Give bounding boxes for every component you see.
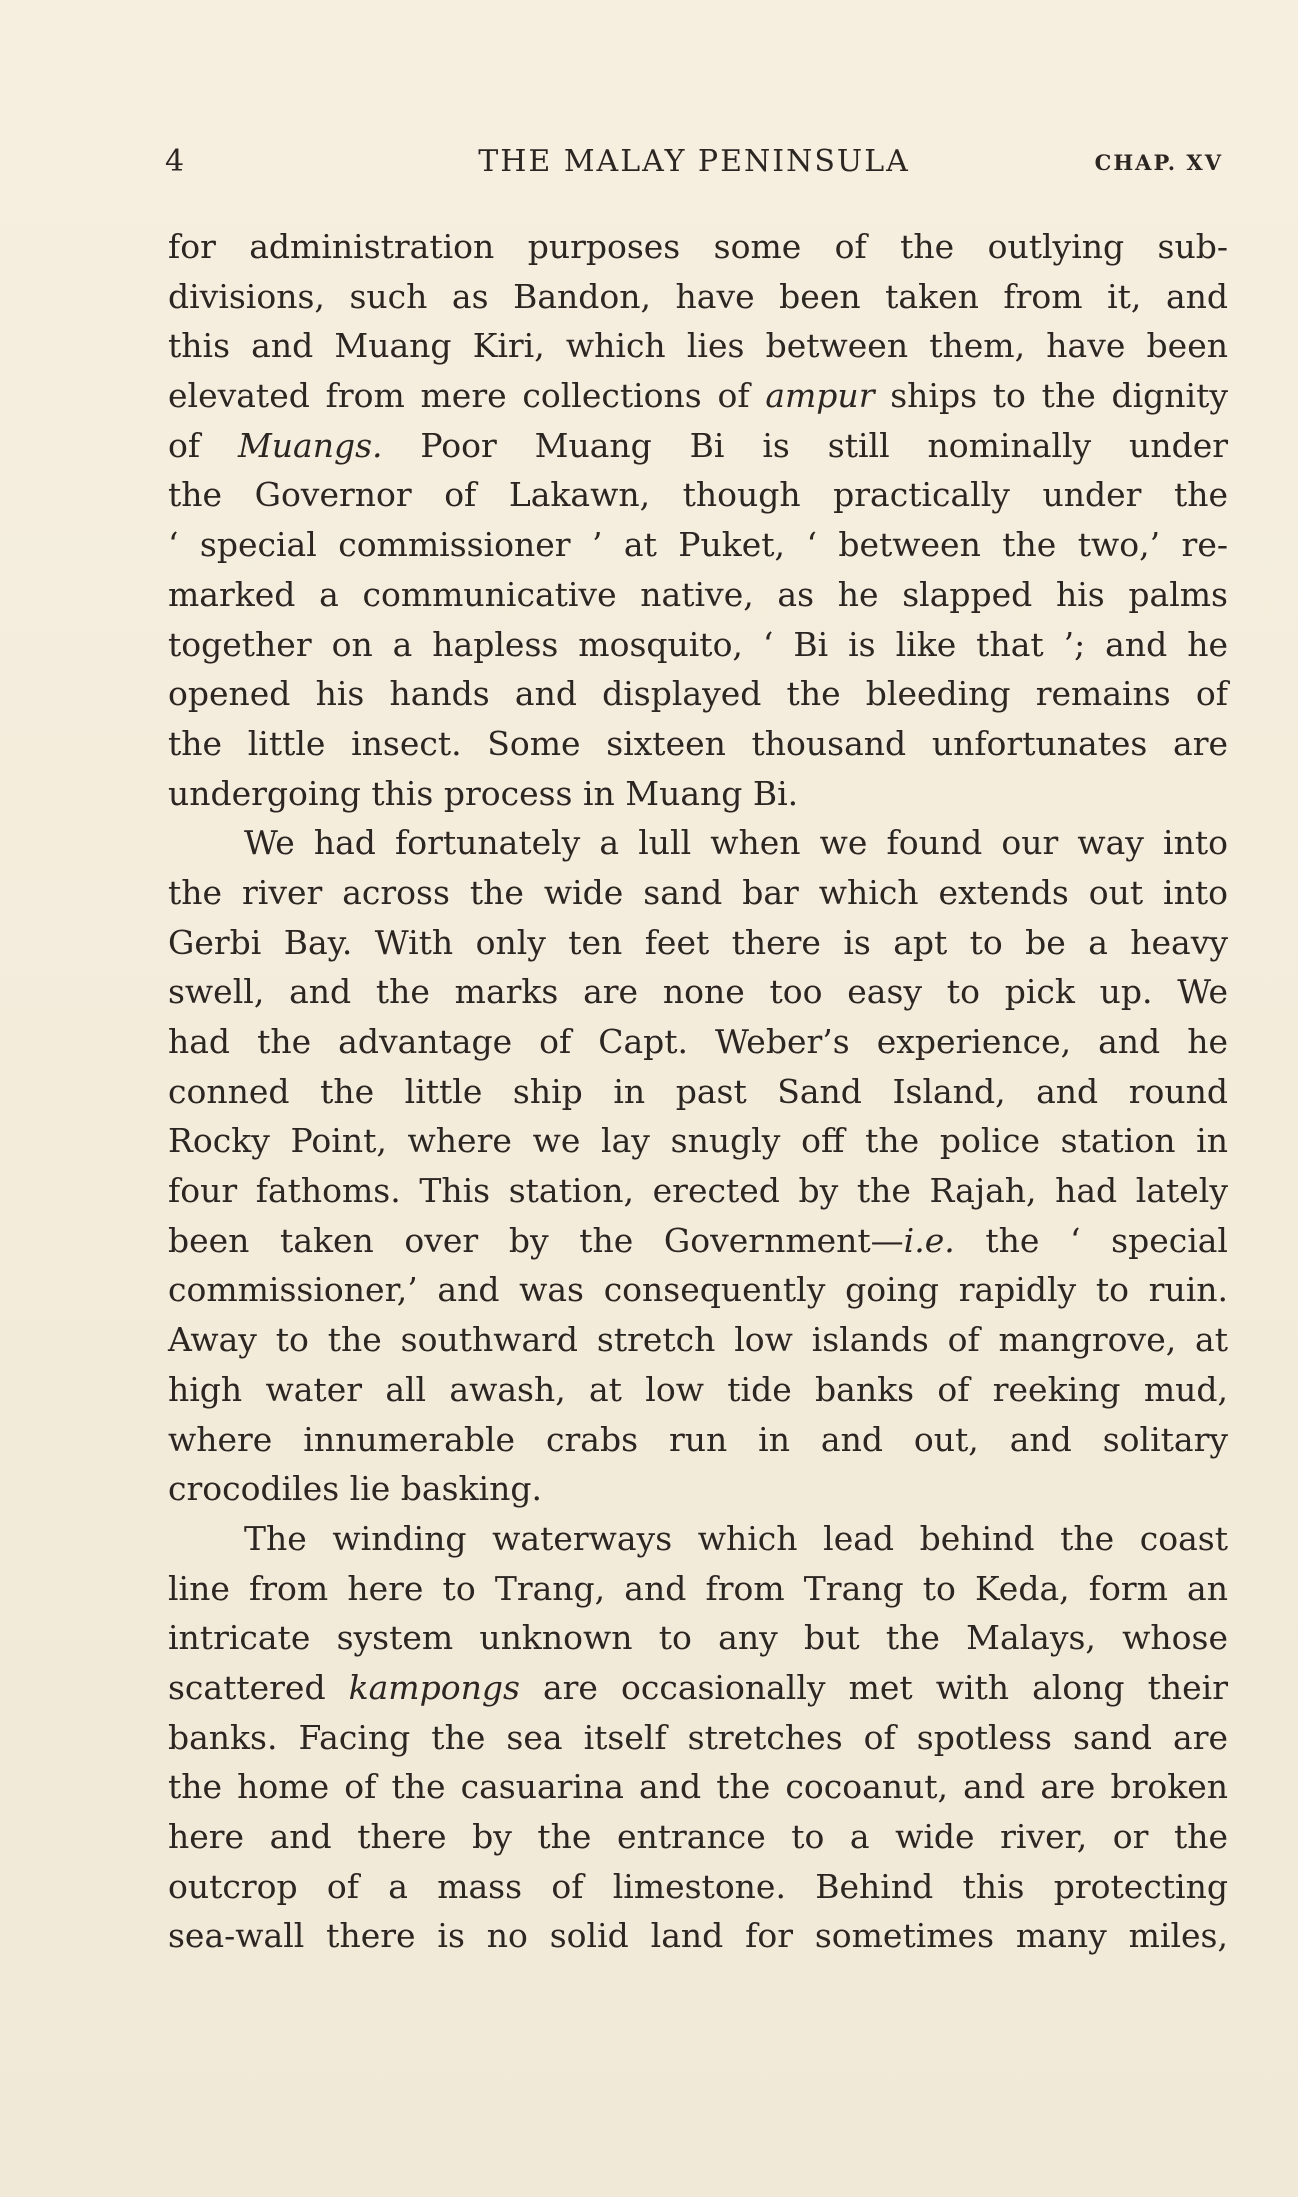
text-line: elevated from mere collections of ampur ships to the dignity xyxy=(168,376,1228,416)
text-line: ‘ special commissioner ’ at Puket, ‘ between the two,’ re- xyxy=(168,525,1228,565)
text-line: of Muangs. Poor Muang Bi is still nominally under xyxy=(168,425,1228,465)
text-line: line from here to Trang, and from Trang to Keda, form an xyxy=(168,1568,1228,1608)
text-line: sea-wall there is no solid land for sometimes many miles, xyxy=(168,1916,1228,1956)
text-line: together on a hapless mosquito, ‘ Bi is like that ’; and he xyxy=(168,624,1228,664)
chapter-label: CHAP. XV xyxy=(1094,150,1223,175)
text-line: where innumerable crabs run in and out, and solitary xyxy=(168,1419,1228,1459)
text-line: The winding waterways which lead behind the coast xyxy=(244,1518,1228,1558)
italic-term: Muangs. xyxy=(237,425,383,465)
text-line: the home of the casuarina and the cocoanut, and are broken xyxy=(168,1767,1228,1807)
text-line: commissioner,’ and was consequently going rapidly to ruin. xyxy=(168,1270,1228,1310)
text-line: Gerbi Bay. With only ten feet there is apt to be a heavy xyxy=(168,922,1228,962)
text-line: Rocky Point, where we lay snugly off the police station in xyxy=(168,1121,1228,1161)
text-line: been taken over by the Government—i.e. the ‘ special xyxy=(168,1220,1228,1260)
text-line: banks. Facing the sea itself stretches of spotless sand are xyxy=(168,1717,1228,1757)
text-line: this and Muang Kiri, which lies between them, have been xyxy=(168,326,1228,366)
body-text xyxy=(168,222,1228,1961)
text-line: conned the little ship in past Sand Island, and round xyxy=(168,1071,1228,1111)
text-line: scattered kampongs are occasionally met with along their xyxy=(168,1667,1228,1707)
text-line: had the advantage of Capt. Weber’s experience, and he xyxy=(168,1022,1228,1061)
text-line: divisions, such as Bandon, have been taken from it, and xyxy=(168,276,1228,316)
running-head xyxy=(165,140,1223,188)
text-line: Away to the southward stretch low islands of mangrove, at xyxy=(168,1320,1228,1360)
text-line: undergoing this process in Muang Bi. xyxy=(168,773,799,813)
text-line: the Governor of Lakawn, though practically under the xyxy=(168,475,1228,515)
italic-term: ampur xyxy=(765,376,875,416)
text-line: the river across the wide sand bar which extends out into xyxy=(168,872,1228,912)
text-line: opened his hands and displayed the bleeding remains of xyxy=(168,674,1228,714)
text-line: the little insect. Some sixteen thousand unfortunates are xyxy=(168,723,1228,763)
text-line: four fathoms. This station, erected by the Rajah, had lately xyxy=(168,1171,1228,1211)
running-title: THE MALAY PENINSULA xyxy=(478,144,910,179)
italic-term: kampongs xyxy=(348,1667,520,1707)
text-line: crocodiles lie basking. xyxy=(168,1469,542,1509)
text-line: here and there by the entrance to a wide river, or the xyxy=(168,1817,1228,1856)
text-line: marked a communicative native, as he slapped his palms xyxy=(168,574,1228,614)
text-line: swell, and the marks are none too easy to pick up. We xyxy=(168,972,1228,1012)
text-line: We had fortunately a lull when we found our way into xyxy=(244,823,1228,863)
text-line: high water all awash, at low tide banks of reeking mud, xyxy=(168,1369,1228,1409)
text-line: intricate system unknown to any but the Malays, whose xyxy=(168,1618,1228,1658)
text-line: for administration purposes some of the outlying sub- xyxy=(168,227,1228,266)
text-line: outcrop of a mass of limestone. Behind this protecting xyxy=(168,1866,1228,1906)
italic-term: i.e. xyxy=(903,1220,955,1260)
page-number: 4 xyxy=(165,144,186,179)
